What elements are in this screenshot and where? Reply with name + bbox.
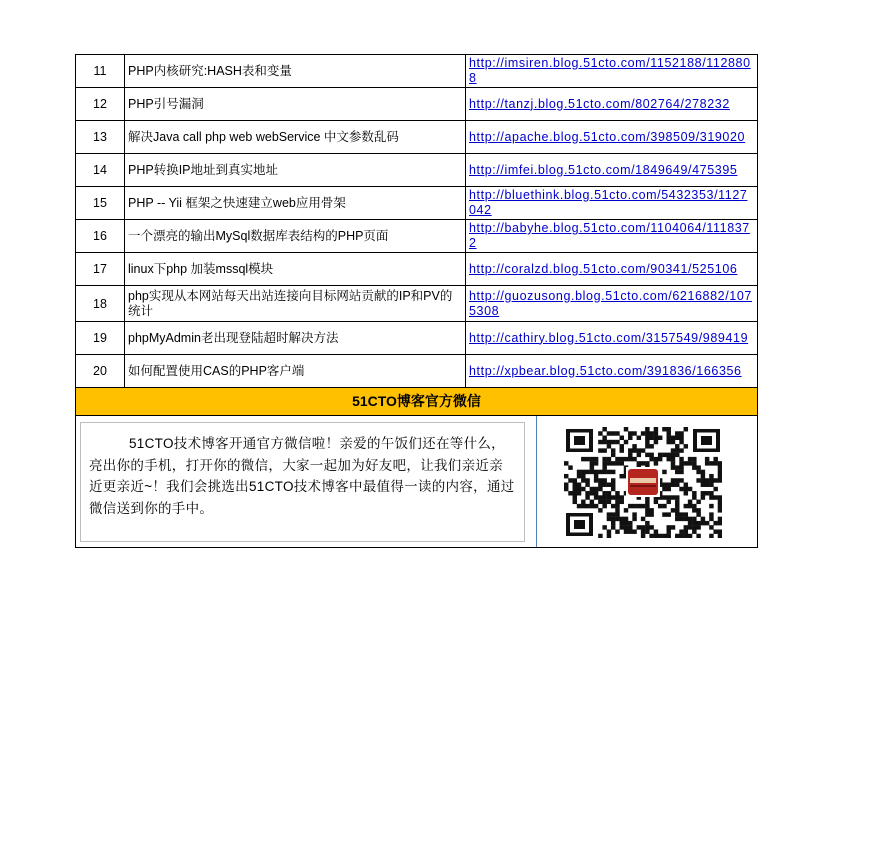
article-title: php实现从本网站每天出站连接向目标网站贡献的IP和PV的统计 bbox=[125, 286, 466, 322]
article-title: 如何配置使用CAS的PHP客户端 bbox=[125, 355, 466, 388]
row-number: 15 bbox=[76, 187, 125, 220]
article-link[interactable]: http://cathiry.blog.51cto.com/3157549/989419 bbox=[469, 330, 749, 345]
wechat-description: 51CTO技术博客开通官方微信啦！亲爱的午饭们还在等什么，亮出你的手机，打开你的微信，大家一起加为好友吧，让我们亲近亲近更亲近~！我们会挑选出51CTO技术博客中最值得一读的内容，通过微信送到你的手中。 bbox=[89, 436, 515, 516]
row-number: 13 bbox=[76, 121, 125, 154]
article-link[interactable]: http://bluethink.blog.51cto.com/5432353/1127042 bbox=[469, 188, 748, 217]
wechat-text-box bbox=[80, 422, 525, 542]
article-link[interactable]: http://coralzd.blog.51cto.com/90341/525106 bbox=[469, 261, 738, 276]
article-link[interactable]: http://imsiren.blog.51cto.com/1152188/1128808 bbox=[469, 56, 751, 85]
row-number: 14 bbox=[76, 154, 125, 187]
table-row bbox=[76, 88, 758, 121]
row-number: 11 bbox=[76, 55, 125, 88]
table-row bbox=[76, 220, 758, 253]
article-title: PHP内核研究:HASH表和变量 bbox=[125, 55, 466, 88]
article-title: PHP引号漏洞 bbox=[125, 88, 466, 121]
row-number: 16 bbox=[76, 220, 125, 253]
article-table bbox=[75, 54, 758, 388]
row-number: 19 bbox=[76, 322, 125, 355]
article-link[interactable]: http://xpbear.blog.51cto.com/391836/166356 bbox=[469, 363, 742, 378]
article-title: 一个漂亮的输出MySql数据库表结构的PHP页面 bbox=[125, 220, 466, 253]
article-title: 解决Java call php web webService 中文参数乱码 bbox=[125, 121, 466, 154]
article-link[interactable]: http://imfei.blog.51cto.com/1849649/475395 bbox=[469, 162, 738, 177]
row-number: 12 bbox=[76, 88, 125, 121]
article-link[interactable]: http://apache.blog.51cto.com/398509/319020 bbox=[469, 129, 746, 144]
wechat-section bbox=[75, 416, 758, 548]
table-row bbox=[76, 355, 758, 388]
article-title: PHP -- Yii 框架之快速建立web应用骨架 bbox=[125, 187, 466, 220]
row-number: 20 bbox=[76, 355, 125, 388]
article-title: linux下php 加装mssql模块 bbox=[125, 253, 466, 286]
article-title: PHP转换IP地址到真实地址 bbox=[125, 154, 466, 187]
table-row bbox=[76, 154, 758, 187]
document-page bbox=[75, 54, 758, 548]
article-link[interactable]: http://babyhe.blog.51cto.com/1104064/1118372 bbox=[469, 221, 750, 250]
wechat-banner: 51CTO博客官方微信 bbox=[75, 388, 758, 416]
qr-code-icon bbox=[564, 427, 722, 538]
table-row bbox=[76, 121, 758, 154]
article-title: phpMyAdmin老出现登陆超时解决方法 bbox=[125, 322, 466, 355]
article-link[interactable]: http://tanzj.blog.51cto.com/802764/278232 bbox=[469, 96, 730, 111]
table-row bbox=[76, 187, 758, 220]
section-divider bbox=[536, 416, 537, 547]
article-link[interactable]: http://guozusong.blog.51cto.com/6216882/1075308 bbox=[469, 288, 752, 318]
table-row bbox=[76, 286, 758, 322]
row-number: 17 bbox=[76, 253, 125, 286]
row-number: 18 bbox=[76, 286, 125, 322]
table-row bbox=[76, 55, 758, 88]
table-row bbox=[76, 322, 758, 355]
table-row bbox=[76, 253, 758, 286]
